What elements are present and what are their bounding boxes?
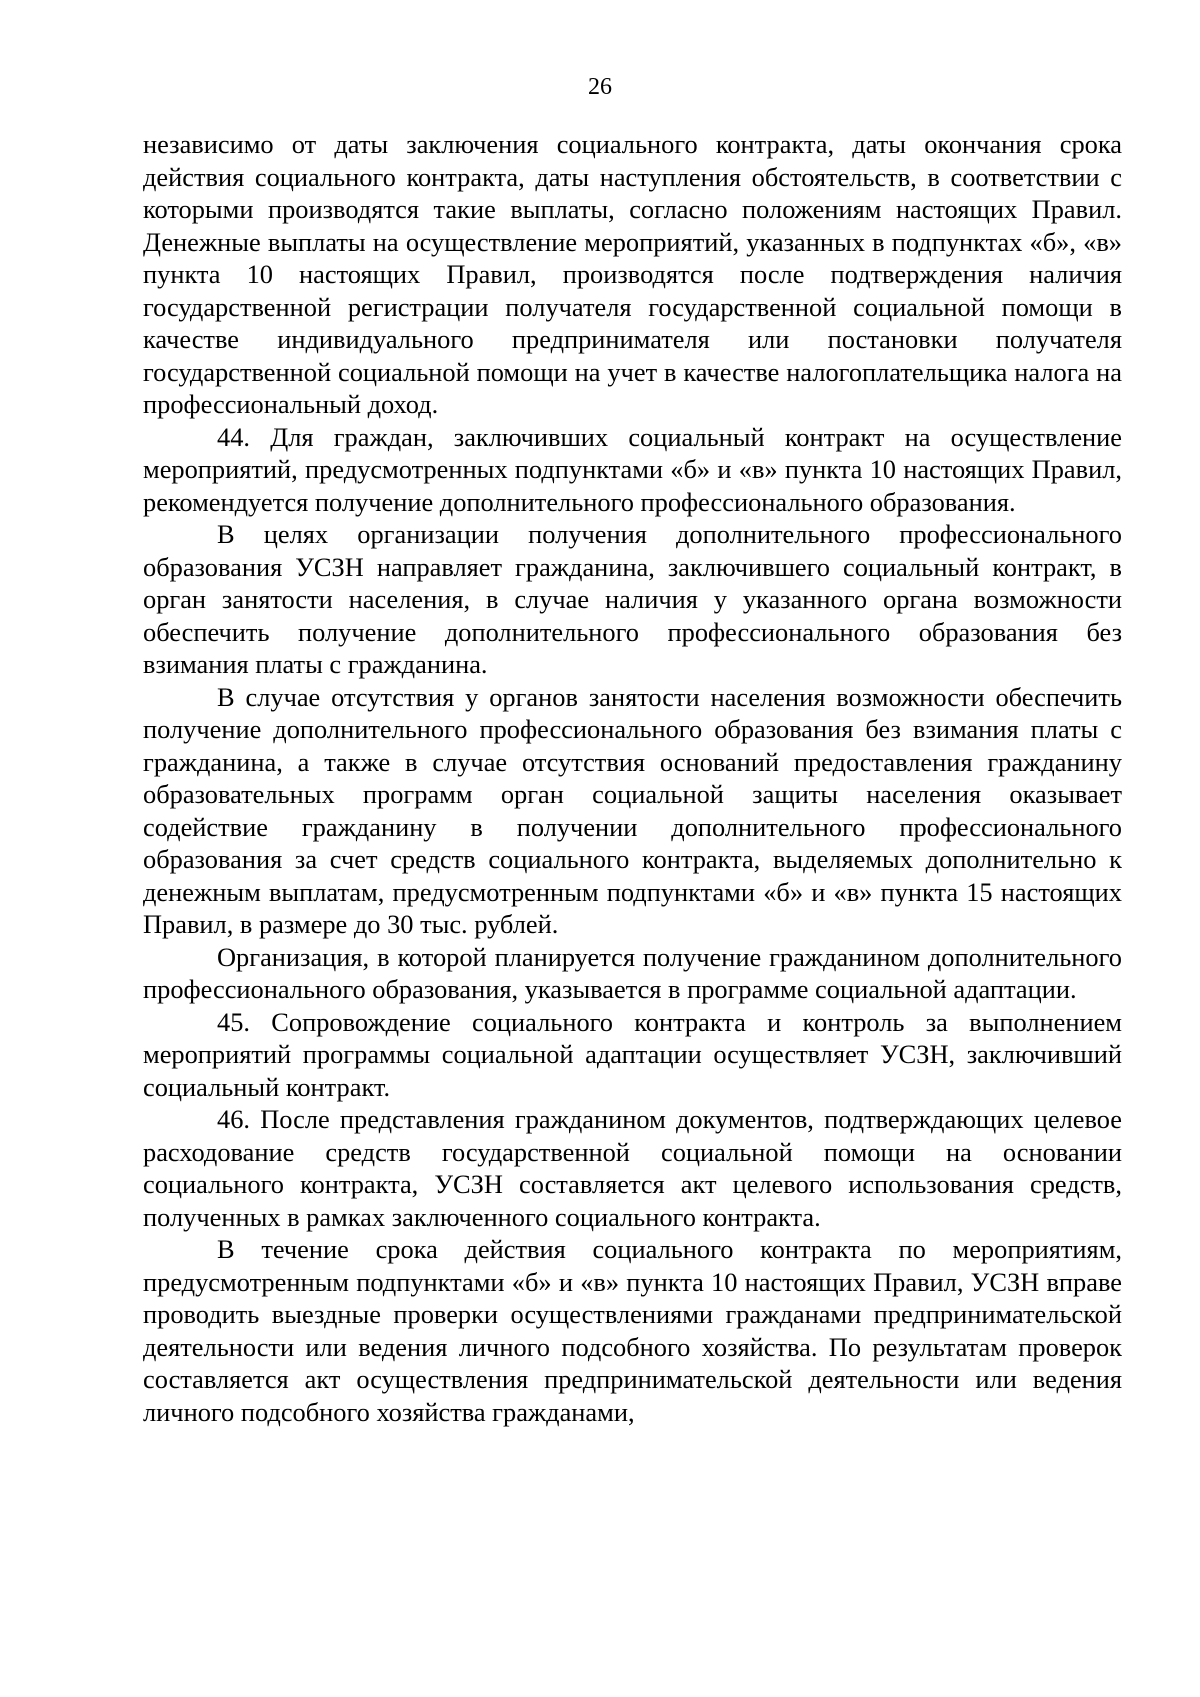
paragraph-44-education-funding: В случае отсутствия у органов занятости населения возможности обеспечить получение дополнительного профессионального образования без взимания платы с гражданина, а также в случае отсутствия оснований предоставления гражданину образовательных программ орган социальной защиты населения оказывает содействие гражданину в получении дополнительного профессионального образования за счет средств социального контракта, выделяемых дополнительно к денежным выплатам, предусмотренным подпунктами «б» и «в» пункта 15 настоящих Правил, в размере до 30 тыс. рублей. (143, 681, 1122, 939)
document-body (143, 128, 1122, 1428)
paragraph-44-education-referral: В целях организации получения дополнительного профессионального образования УСЗН направляет гражданина, заключившего социальный контракт, в орган занятости населения, в случае наличия у указанного органа возможности обеспечить получение дополнительного профессионального образования без взимания платы с гражданина. (143, 519, 1122, 679)
paragraph-continuation: независимо от даты заключения социального контракта, даты окончания срока действия социального контракта, даты наступления обстоятельств, в соответствии с которыми производятся такие выплаты, согласно положениям настоящих Правил. Денежные выплаты на осуществление мероприятий, указанных в подпунктах «б», «в» пункта 10 настоящих Правил, производятся после подтверждения наличия государственной регистрации получателя государственной социальной помощи в качестве индивидуального предпринимателя или постановки получателя государственной социальной помощи на учет в качестве налогоплательщика налога на профессиональный доход. (143, 129, 1122, 419)
paragraph-44-organization: Организация, в которой планируется получение гражданином дополнительного профессионального образования, указывается в программе социальной адаптации. (143, 941, 1122, 1004)
paragraph-46-inspections: В течение срока действия социального контракта по мероприятиям, предусмотренным подпунктами «б» и «в» пункта 10 настоящих Правил, УСЗН вправе проводить выездные проверки осуществлениями гражданами предпринимательской деятельности или ведения личного подсобного хозяйства. По результатам проверок составляется акт осуществления предпринимательской деятельности или ведения личного подсобного хозяйства гражданами, (143, 1234, 1122, 1427)
paragraph-45: 45. Сопровождение социального контракта и контроль за выполнением мероприятий программы социальной адаптации осуществляет УСЗН, заключивший социальный контракт. (143, 1006, 1122, 1102)
paragraph-44: 44. Для граждан, заключивших социальный контракт на осуществление мероприятий, предусмотренных подпунктами «б» и «в» пункта 10 настоящих Правил, рекомендуется получение дополнительного профессионального образования. (143, 421, 1122, 517)
paragraph-46: 46. После представления гражданином документов, подтверждающих целевое расходование средств государственной социальной помощи на основании социального контракта, УСЗН составляется акт целевого использования средств, полученных в рамках заключенного социального контракта. (143, 1104, 1122, 1232)
page-number: 26 (588, 74, 612, 100)
